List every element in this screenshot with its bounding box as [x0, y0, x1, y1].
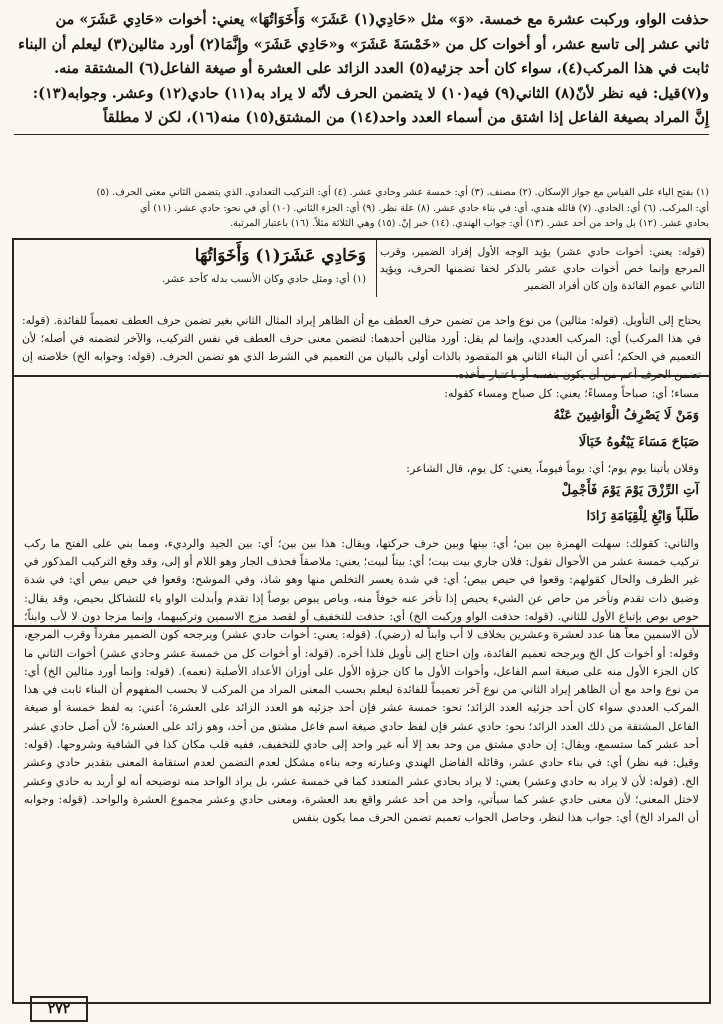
commentary-text — [24, 385, 699, 828]
footnote-divider — [14, 134, 709, 135]
commentary-paragraph: وفلان يأتينا يوم يوم؛ أي: يوماً فيوماً، يعني: كل يوم، قال الشاعر: — [406, 461, 699, 475]
verse-line: آتِ الرِّزْقَ يَوْمَ يَوْمَ فَأَجْمِلْ — [561, 483, 699, 499]
verse-line: صَبَاحَ مَسَاءَ يَبْغُوهُ خَبَالَا — [578, 434, 699, 450]
main-line: حذفت الواو، وركبت عشرة مع خمسة. «وَ» مثل «حَادِي(١) عَشَرَ» وَأَخَوَاتُهَا» يعني: أخوات «حَادِي عَشَرَ» من — [55, 11, 709, 28]
page-number: ٢٧٢ — [30, 996, 88, 1022]
gloss-title-note: (١) أي: ومثل حادي وكان الأنسب بدله كأحد عشر. — [161, 274, 366, 285]
verse-line: طَلَباً وَابْغِ لِلْقِيَامَةِ زَادَا — [586, 509, 699, 525]
main-line: إِنَّ المراد بصيغة الفاعل إذا اشتق من أسماء العدد واحد(١٤) من المشتق(١٥) منه(١٦)، لكن لا مطلقاً — [103, 109, 709, 126]
footnote-line: أي: المركب. (٦) أي: الحادي. (٧) قائله هندي، أي: في بناء حادي عشر. (٨) علة نظر. (٩) أي: الجزء الثاني. (١٠) أي في نحو: حادي عشر. (١١) أي — [140, 202, 709, 214]
footnotes — [14, 185, 709, 232]
commentary-paragraph: مساء؛ أي: صباحاً ومساءً؛ يعني: كل صباح ومساء كقوله: — [444, 387, 699, 400]
main-text — [14, 8, 709, 131]
commentary-box — [12, 375, 711, 1004]
commentary-body: والثاني: كقولك: سهلت الهمزة بين بين؛ أي: بينها وبين حرف حركتها، ويقال: هذا بين بين؛ أي: بين الجيد والرديء، ومما بني على الفتح ما ركب تركيب خمسة عشر من الأحوال تقول: فلان جاري بيت بيت؛ أي: بيتاً لبيت؛ يعني: ملاصقاً فحذف الجار وهو اللام أو إلى، وقد وقع التركيب المذكور في غير الظرف والحال كقولهم: وقعوا في حيص بيص؛ أي: في شدة يعسر التخلص منها وهو شاذ، وفي الموشح: وقعوا في حيص بيص أي: في شدة وضيق ذات تقدم وتأخر من حاص عن الشيء يحيص إذا تأخر عنه خوفاً منه، وباص يبوص بوصاً إذا تقدم وأبدلت الواو ياء للتشاكل بحيص، وقد يقال: حوص بوص بإتباع الأول للثاني. (قوله: حذفت الواو وركبت الخ) أي: حذفت للتخفيف أو لقصد مزج الاسمين وتركيبهما، وإنما مزجا دون لا لأب وابناً؛ لأن الاسمين معاً هنا عدد لعشرة وعشرين بخلاف لا أب وابناً له (رضي). (قوله: يعني: أخوات حادي عشر) ويرجحه كون الضمير مفرداً وقرب المرجع، وقوله: أو أخوات كل الخ ويرجحه تعميم الفائدة، وإن احتاج إلى تأويل فلذا أخره. (قوله: أو أخوات كل من خمسة عشر وحادي عشر) أخوات الثاني ما كان الجزء الأول منه على صيغة اسم الفاعل، وأخوات الأول ما كان جزؤه الأول على أوزان الأعداد الأصلية (نعمه). (قوله: وإنما أورد مثالين الخ) أي: من نوع واحد مع أن الظاهر إيراد الثاني من نوع آخر تعميماً للفائدة ليعلم بحسب المعنى المراد من المركب لا بحسب المفهوم أن البناء ثابت في هذا المركب العددي سواء كان أحد جزئيه العدد الزائد؛ نحو: خمسة عشر فإن أحد جزئيه هو العدد الزائد على العشرة؛ أعني: به لفظ خمسة أو صيغة الفاعل المشتقة من ذلك العدد الزائد؛ نحو: حادي عشر فإن لفظ حادي صيغة اسم فاعل مشتق من أحد، وهو زائد على العشرة؛ لأن أصل حادي عشر أحد عشر كما ستسمع، ويقال: إن حادي مشتق من وحد بعد إلا أنه غير واحد إلى حادي للتخفيف، ففيه قلب مكان كذا في الشافية وشروحها. (قوله: وقيل: فيه نظر) أي: في بناء حادي عشر، وقائله الفاضل الهندي وعبارته وجه بناءه مشكل لعدم التضمن لعدم استقامة المعنى بتقدير حادي وعشر الخ. (قوله: لأن لا يراد به حادي وعشر) يعني: لا يراد بحادي عشر المتعدد كما في خمسة عشر، بل يراد الواحد منه توضيحه أنه لو أريد به حادي وعشر لاختل المعنى؛ لأن معنى حادي عشر كما سيأتي، واحد من أحد عشر واقع بعد العشرة، ومعنى حادي وعشر مجموع العشرة والواحد. (قوله: وجوابه أن المراد الخ) أي: جواب هذا لنظر، وحاصل الجواب تعميم تضمن الحرف مما يكون بنفس — [24, 536, 699, 825]
main-line: ثاني عشر إلى تاسع عشر، أو أخوات كل من «خَمْسَةَ عَشَرَ» و«حَادِي عَشَرَ» وإِنَّمَا(٢) أورد مثالين(٣) ليعلم أن البناء — [18, 35, 709, 53]
main-line: ثابت في هذا المركب(٤)، سواء كان أحد جزئيه(٥) العدد الزائد على العشرة أو صيغة الفاعل(٦) المشتقة منه. — [54, 60, 709, 77]
footnote-line: (١) بفتح الياء على القياس مع جواز الإسكان. (٢) مصنف. (٣) أي: خمسة عشر وحادي عشر. (٤) أي: التركيب التعدادي. الذي يتضمن الثاني معنى الحرف. (٥) — [96, 187, 709, 198]
gloss-main-text: يحتاج إلى التأويل. (قوله: مثالين) من نوع واحد من تضمن حرف العطف مع أن الظاهر إيراد المثال الثاني بغير تضمن حرف العطف تعميماً للفائدة. (قوله: في هذا المركب) أي: المركب العددي، وإنما لم يقل: أورد مثالين أحدهما: لتضمن معنى حرف العطف في نفس التركيب، والآخر لتضمنه في أصله؛ لأن التعميم في الحكم؛ أعني أن البناء الثاني هو المقصود بالذات أولى بالبيان من التعميم في الشرط الذي هو تضمن الحرف. (قوله: وجوابه الخ) خلاصته إن تضمن الحرف أعم من أن يكون بنفسه أو باعتبار مأخذه. — [22, 314, 701, 381]
gloss-side-text: (قوله: يعني: أخوات حادي عشر) يؤيد الوجه الأول إفراد الضمير، وقرب المرجع وإنما خص أخوات حادي عشر بالذكر لخفا تضمنها الحرف، ويؤيد الثاني عموم الفائدة وإن كان أفراد الضمير — [380, 246, 705, 292]
footnote-line: بحادي عشر. (١٢) بل واحد من أحد عشر. (١٣) أي: جواب الهندي. (١٤) خبر إنّ. (١٥) وهي الثلاثة مثلاً. (١٦) باعتبار المرتبة. — [230, 218, 709, 229]
gloss-heading-box — [14, 240, 377, 297]
gloss-title: وَحَادِي عَشَرَ(١) وَأَخَوَاتُهَا — [194, 246, 366, 266]
verse-line: وَمَنْ لَا يَصْرِفُ الْوَاشِينَ عَنْهُ — [553, 408, 699, 424]
main-line: و(٧)قيل: فيه نظر لأنّ(٨) الثاني(٩) فيه(١٠) لا يتضمن الحرف لأنّه لا يراد به(١١) حادي(١٢) وعشر. وجوابه(١٣): — [32, 84, 709, 102]
